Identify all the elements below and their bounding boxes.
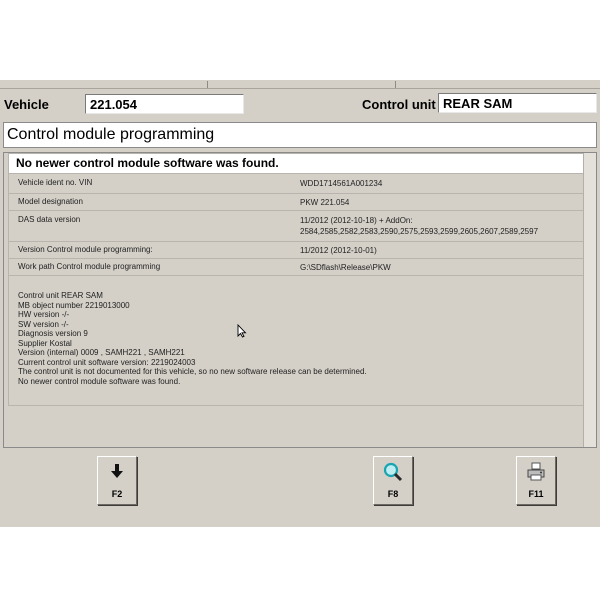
row-key: DAS data version (18, 215, 81, 224)
detail-line: HW version -/- (18, 310, 70, 319)
detail-line: No newer control module software was found. (18, 376, 181, 386)
table-row (8, 259, 586, 276)
table-row (8, 194, 586, 211)
top-toolbar-strip (0, 80, 600, 89)
f11-label: F11 (528, 489, 544, 499)
vehicle-field[interactable]: 221.054 (85, 94, 244, 114)
detail-line: The control unit is not documented for this vehicle, so no new software release can be determined. (18, 367, 367, 376)
detail-line: MB object number 2219013000 (18, 300, 130, 310)
row-value-line: 2584,2585,2582,2583,2590,2575,2593,2599,2605,2607,2589,2597 (300, 227, 539, 236)
f2-button[interactable] (97, 456, 137, 505)
table-row (8, 242, 586, 259)
page-title: Control module programming (3, 122, 597, 148)
detail-line: Control unit REAR SAM (18, 291, 103, 300)
row-value-line: 11/2012 (2012-10-18) + AddOn: (300, 216, 413, 225)
result-headline: No newer control module software was found. (8, 153, 586, 174)
table-row (8, 211, 586, 242)
table-row (8, 174, 586, 194)
vertical-scrollbar[interactable] (583, 153, 596, 447)
detail-line: Current control unit software version: 2219024003 (18, 357, 196, 367)
detail-line: Supplier Kostal (18, 338, 72, 348)
row-value: PKW 221.054 (300, 198, 350, 207)
f8-label: F8 (387, 489, 399, 499)
down-arrow-icon (106, 461, 128, 483)
details-text (18, 291, 367, 386)
f2-label: F2 (111, 489, 123, 499)
detail-line: Diagnosis version 9 (18, 329, 88, 338)
f8-button[interactable] (373, 456, 413, 505)
row-value: WDD1714561A001234 (300, 179, 383, 188)
control-unit-field[interactable]: REAR SAM (438, 93, 597, 113)
row-value: 11/2012 (2012-10-01) (300, 246, 377, 255)
row-value (300, 215, 538, 237)
f11-button[interactable] (516, 456, 556, 505)
detail-line: Version (internal) 0009 , SAMH221 , SAMH221 (18, 348, 185, 357)
row-key: Version Control module programming: (18, 245, 153, 254)
row-key: Work path Control module programming (18, 262, 161, 271)
control-unit-label: Control unit (362, 97, 436, 112)
detail-line: SW version -/- (18, 319, 69, 329)
toolbar-divider (207, 81, 208, 88)
toolbar-divider (395, 81, 396, 88)
results-panel (3, 152, 597, 448)
row-value: G:\SDflash\Release\PKW (300, 263, 391, 272)
row-key: Vehicle ident no. VIN (18, 178, 93, 187)
magnifier-icon (382, 461, 404, 483)
printer-icon (525, 461, 547, 483)
vehicle-label: Vehicle (4, 97, 49, 112)
mouse-cursor-icon (237, 324, 247, 338)
row-key: Model designation (18, 197, 83, 206)
